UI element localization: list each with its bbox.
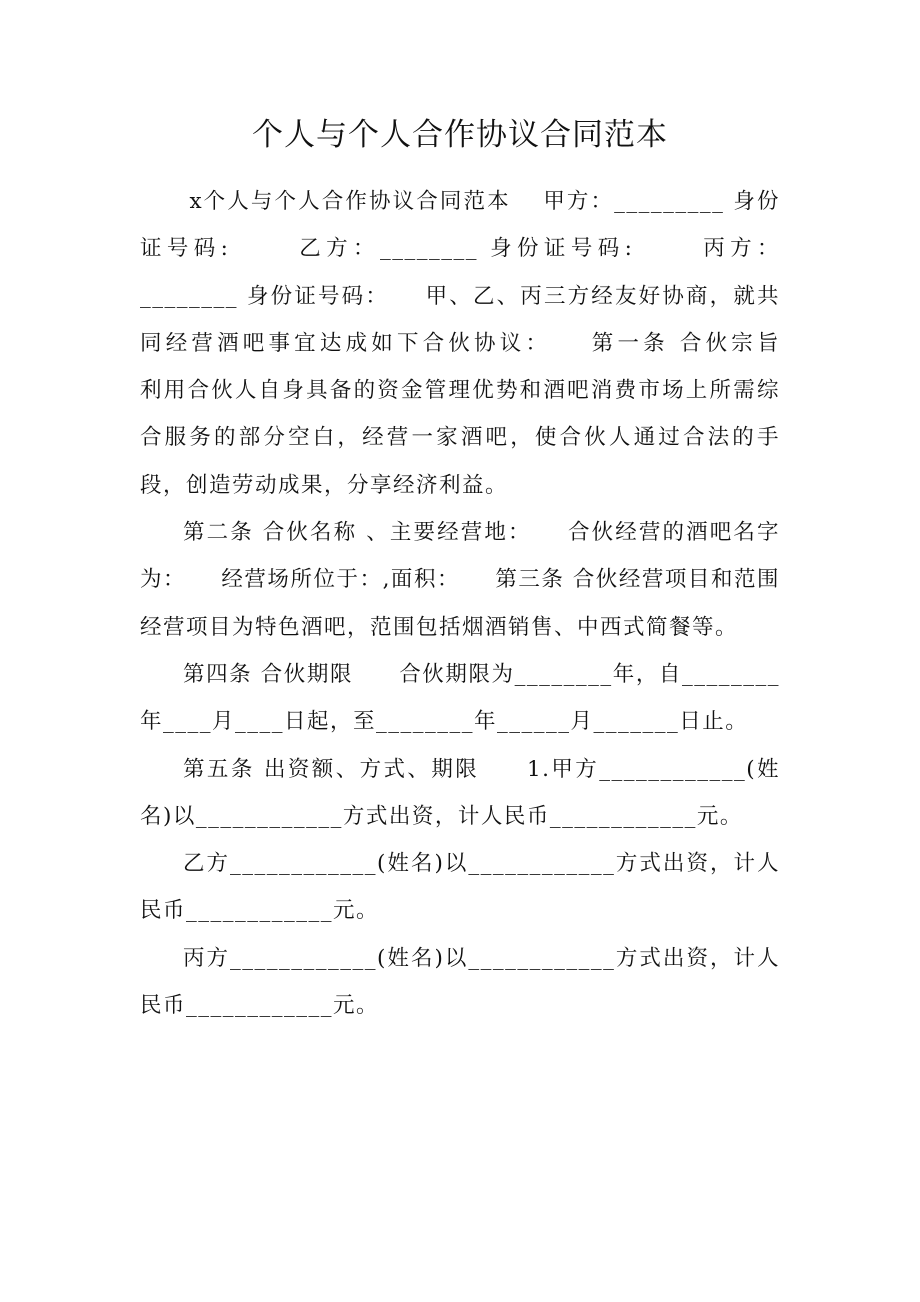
paragraph-intro-article-1: x个人与个人合作协议合同范本 甲方：_________ 身份证号码: 乙方：________ 身份证号码: 丙方：________ 身份证号码： 甲、乙、丙三方经友好协商，就共同经营酒吧事宜达成如下合伙协议： 第一条 合伙宗旨 利用合伙人自身具备的资金管理优势和酒吧消费市场上所需综合服务的部分空白，经营一家酒吧，使合伙人通过合法的手段，创造劳动成果，分享经济利益。 bbox=[140, 189, 827, 498]
paragraph-party-c-contribution: 丙方____________(姓名)以____________方式出资，计人民币____________元。 bbox=[140, 945, 780, 1019]
paragraph-article-2-3: 第二条 合伙名称 、主要经营地： 合伙经营的酒吧名字为： 经营场所位于：,面积： 第三条 合伙经营项目和范围 经营项目为特色酒吧，范围包括烟酒销售、中西式简餐等。 bbox=[140, 520, 827, 640]
document-title: 个人与个人合作协议合同范本 bbox=[252, 117, 668, 153]
document-body bbox=[140, 178, 827, 1029]
paragraph-party-b-contribution: 乙方____________(姓名)以____________方式出资，计人民币____________元。 bbox=[140, 851, 780, 924]
paragraph-article-5-party-a: 第五条 出资额、方式、期限 1.甲方____________(姓名)以____________方式出资，计人民币____________元。 bbox=[140, 756, 780, 829]
paragraph-article-4: 第四条 合伙期限 合伙期限为________年，自________年____月____日起，至________年______月_______日止。 bbox=[140, 661, 780, 735]
